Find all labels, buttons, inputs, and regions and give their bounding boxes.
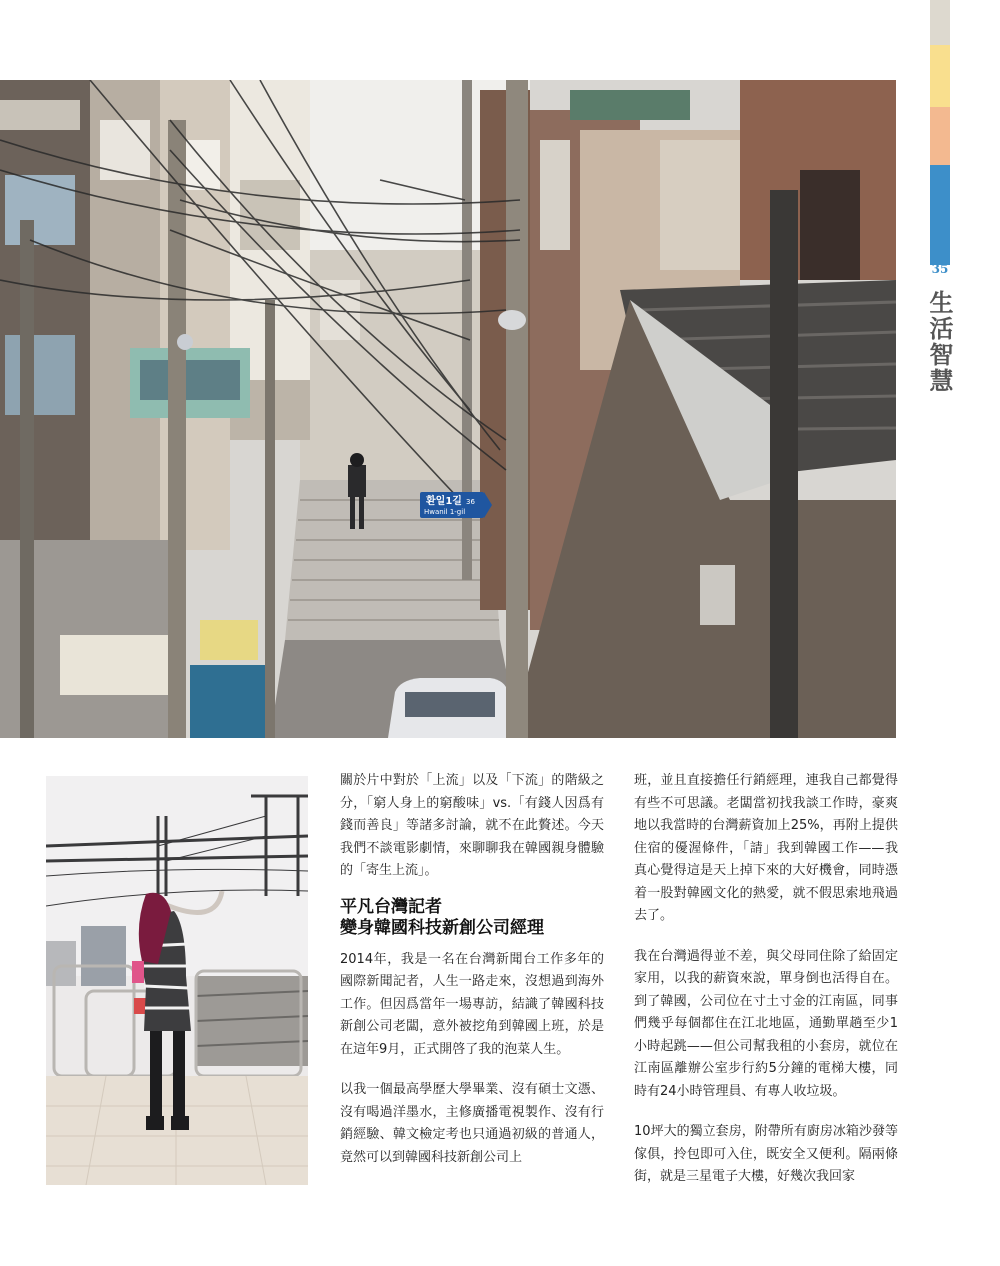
color-tab-orange	[930, 107, 950, 165]
article-paragraph: 以我一個最高學歷大學畢業、沒有碩士文憑、沒有喝過洋墨水，主修廣播電視製作、沒有行銷經驗、韓文檢定考也只通過初級的普通人，竟然可以到韓國科技新創公司上	[340, 1082, 604, 1165]
article-heading	[340, 897, 604, 939]
article-paragraph: 班，並且直接擔任行銷經理，連我自己都覺得有些不可思議。老闆當初找我談工作時，豪爽地以我當時的台灣薪資加上25%，再附上提供住宿的優渥條件，「請」我到韓國工作——我真心覺得這是天上掉下來的大好機會，同時憑着一股對韓國文化的熱愛，就不假思索地飛過去了。	[634, 773, 898, 923]
article-paragraph: 我在台灣過得並不差，與父母同住除了給固定家用，以我的薪資來說，單身倒也活得自在。到了韓國，公司位在寸土寸金的江南區，同事們幾乎每個都住在江北地區，通勤單趟至少1小時起跳——但公司幫我租的小套房，就位在江南區離辦公室步行約5分鐘的電梯大樓，同時有24小時管理員、有專人收垃圾。	[634, 948, 898, 1099]
text-column-right	[634, 770, 898, 1189]
alley-photo	[0, 80, 896, 738]
heading-line-2: 變身韓國科技新創公司經理	[340, 917, 544, 938]
railway-photo	[46, 776, 308, 1185]
section-title: 生活智慧	[925, 290, 954, 394]
article-paragraph: 關於片中對於「上流」以及「下流」的階級之分，「窮人身上的窮酸味」vs.「有錢人因爲有錢而善良」等諸多討論，就不在此贅述。今天我們不談電影劇情，來聊聊我在韓國親身體驗的「寄生上流」。	[340, 773, 604, 878]
color-tab-blue	[930, 165, 950, 265]
street-sign-english: Hwanil 1-gil	[424, 508, 466, 516]
color-tab-gray	[930, 0, 950, 45]
street-sign-korean: 환일1길	[426, 496, 462, 507]
street-sign-number: 36	[466, 498, 475, 506]
heading-line-1: 平凡台灣記者	[340, 896, 442, 917]
color-tab-yellow	[930, 45, 950, 107]
article-paragraph: 10坪大的獨立套房，附帶所有廚房冰箱沙發等傢俱，拎包即可入住，既安全又便利。隔兩條街，就是三星電子大樓，好幾次我回家	[634, 1124, 898, 1184]
text-column-left	[340, 770, 604, 1169]
article-paragraph: 2014年，我是一名在台灣新聞台工作多年的國際新聞記者，人生一路走來，沒想過到海外工作。但因爲當年一場專訪，結識了韓國科技新創公司老闆，意外被挖角到韓國上班，於是在這年9月，正式開啓了我的泡菜人生。	[340, 951, 604, 1057]
page-number: 35	[931, 262, 949, 276]
